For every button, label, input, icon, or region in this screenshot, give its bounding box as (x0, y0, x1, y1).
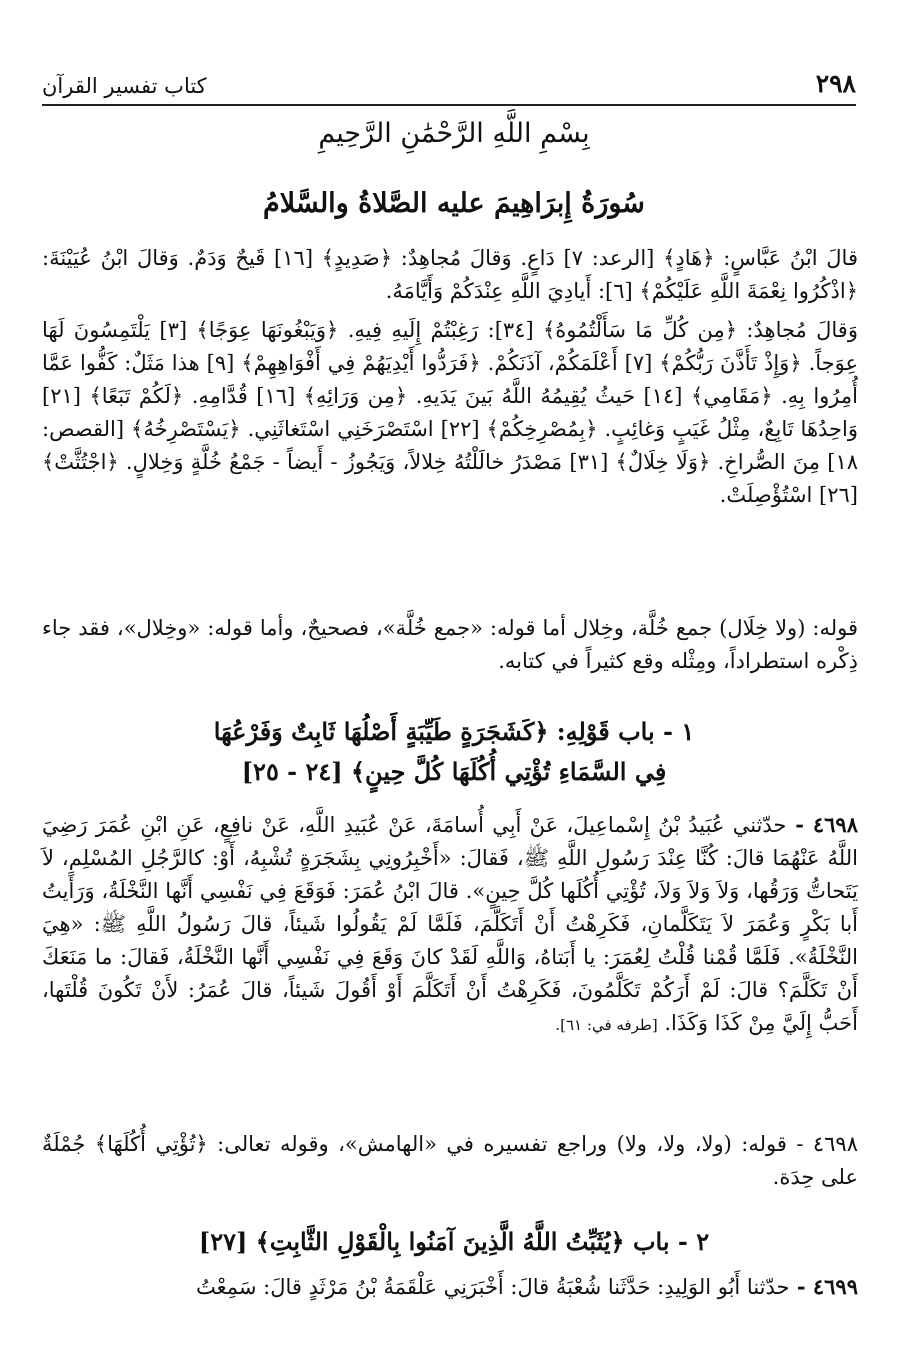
page-number: ٢٩٨ (815, 69, 856, 98)
hadith-4699 (42, 1270, 858, 1304)
hadith-number: ٤٦٩٩ - (789, 1274, 858, 1299)
chapter-heading-line-2: فِي السَّمَاءِ تُؤْتِي أُكُلَهَا كُلَّ حِينٍ﴾ [٢٤ - ٢٥] (241, 757, 667, 786)
hadith-text: حدّثنا أَبُو الوَلِيدِ: حَدَّثَنا شُعْبَةُ قالَ: أَخْبَرَنِي عَلْقَمَةُ بْنُ مَرْثَدٍ قالَ: سَمِعْتُ (196, 1275, 790, 1299)
cross-reference: [طرفه في: ٦١]. (555, 1016, 658, 1034)
commentary-note-2 (42, 1128, 858, 1194)
chapter-heading-2: ٢ - باب ﴿يُثَبِّتُ اللَّهُ الَّذِينَ آمَنُوا بِالْقَوْلِ الثَّابِتِ﴾ [٢٧] (198, 1227, 710, 1256)
hadith-number: ٤٦٩٨ - (786, 812, 858, 837)
commentary-note-1 (42, 612, 858, 678)
hadith-paragraph (42, 808, 858, 1042)
page-header (42, 58, 856, 106)
intro-paragraph-2: وَقالَ مُجاهِدٌ: ﴿مِن كُلِّ مَا سَأَلْتُمُوهُ﴾ [٣٤]: رَغِبْتُمْ إِلَيهِ فِيهِ. ﴿وَيَبْغُونَهَا عِوَجًا﴾ [٣] يَلْتَمِسُونَ لَهَا عِوَجاً. ﴿وَإِذْ تَأَذَّنَ رَبُّكُمْ﴾ [٧] أَعْلَمَكُمْ، آذَنَكُمْ. ﴿فَرَدُّوا أَيْدِيَهُمْ فِي أَفْوَاهِهِمْ﴾ [٩] هذا مَثَلٌ: كَفُّوا عَمَّا أُمِرُوا بِهِ. ﴿مَقَامِي﴾ [١٤] حَيثُ يُقِيمُهُ اللَّهُ بَينَ يَدَيهِ. ﴿مِن وَرَائِهِ﴾ [١٦] قُدَّامِهِ. ﴿لَكُمْ تَبَعًا﴾ [٢١] وَاحِدُهَا تَابِعٌ، مِثْلُ غَيَبٍ وَغائِبٍ. ﴿بِمُصْرِخِكُمْ﴾ [٢٢] اسْتَصْرَخَنِي اسْتَغاثَنِي. ﴿يَسْتَصْرِخُهُ﴾ [القصص: ١٨] مِنَ الصُّراخِ. ﴿وَلَا خِلَالٌ﴾ [٣١] مَصْدَرُ خالَلْتُهُ خِلالاً، وَيَجُوزُ - أَيضاً - جَمْعُ خُلَّةٍ وَخِلالٍ. ﴿اجْتُثَّتْ﴾ [٢٦] اسْتُؤْصِلَتْ. (42, 318, 859, 507)
hadith-4698 (42, 808, 858, 1042)
basmala: بِسْمِ اللَّهِ الرَّحْمَٰنِ الرَّحِيمِ (318, 118, 590, 149)
surah-title: سُورَةُ إِبرَاهِيمَ عليه الصَّلاةُ والسَّلامُ (263, 188, 645, 219)
hadith-paragraph (42, 1270, 858, 1304)
note-paragraph: ٤٦٩٨ - قوله: (ولا، ولا، ولا) وراجع تفسيره في «الهامش»، وقوله تعالى: ﴿تُؤْتِي أُكُلَهَا﴾ جُمْلَةٌ على حِدَة. (42, 1132, 858, 1189)
chapter-heading-line-1: ١ - باب قَوْلِهِ: ﴿كَشَجَرَةٍ طَيِّبَةٍ أَصْلُهَا ثَابِتٌ وَفَرْعُهَا (213, 717, 695, 746)
hadith-text: حدّثني عُبَيدُ بْنُ إِسْماعِيلَ، عَنْ أَبِي أُسامَةَ، عَنْ عُبَيدِ اللَّهِ، عَنْ نافِعٍ، عَنِ ابْنِ عُمَرَ رَضِيَ اللَّهُ عَنْهُمَا قالَ: كُنَّا عِنْدَ رَسُولِ اللَّهِ ﷺ، فَقالَ: «أَخْبِرُونِي بِشَجَرَةٍ تُشْبِهُ، أَوْ: كالرَّجُلِ المُسْلِمِ، لاَ يَتَحاتُّ وَرَقُها، وَلاَ وَلاَ وَلاَ، تُؤْتِي أُكُلَها كُلَّ حِينٍ». قالَ ابْنُ عُمَرَ: فَوَقَعَ فِي نَفْسِي أَنَّها النَّخْلَةُ، وَرَأَيتُ أَبا بَكْرٍ وَعُمَرَ لاَ يَتَكَلَّمانِ، فَكَرِهْتُ أَنْ أَتَكَلَّمَ، فَلَمَّا لَمْ يَقُولُوا شَيئاً، قالَ رَسُولُ اللَّهِ ﷺ: «هِيَ النَّخْلَةُ». فَلَمَّا قُمْنا قُلْتُ لِعُمَرَ: يا أَبَتاهُ، وَاللَّهِ لَقَدْ كانَ وَقَعَ فِي نَفْسِي أَنَّها النَّخْلَةُ، فَقالَ: ما مَنَعَكَ أَنْ تَكَلَّمَ؟ قالَ: لَمْ أَرَكُمْ تَكَلَّمُونَ، فَكَرِهْتُ أَنْ أَتَكَلَّمَ أَوْ أَقُولَ شَيئاً، قالَ عُمَرُ: لأَنْ تَكُونَ قُلْتَها، أَحَبُّ إِلَيَّ مِنْ كَذَا وَكَذَا. (42, 813, 858, 1035)
running-title: كتاب تفسير القرآن (42, 74, 207, 98)
intro-paragraph-1: قالَ ابْنُ عَبَّاسٍ: ﴿هَادٍ﴾ [الرعد: ٧] دَاعٍ. وَقالَ مُجاهِدٌ: ﴿صَدِيدٍ﴾ [١٦] قَيحٌ وَدَمٌ. وَقالَ ابْنُ عُيَيْنَةَ: ﴿اذْكُرُوا نِعْمَةَ اللَّهِ عَلَيْكُمْ﴾ [٦]: أَيادِيَ اللَّهِ عِنْدَكُمْ وَأَيَّامَهُ. (42, 246, 858, 303)
note-paragraph: قوله: (ولا خِلَال) جمع خُلَّة، وخِلال أما قوله: «جمع خُلَّة»، فصحيحٌ، وأما قوله: «وخِلال»، فقد جاء ذِكْره استطراداً، ومِثْله وقع كثيراً في كتابه. (42, 616, 858, 673)
intro-text (42, 242, 858, 512)
chapter-heading-1 (60, 712, 848, 792)
